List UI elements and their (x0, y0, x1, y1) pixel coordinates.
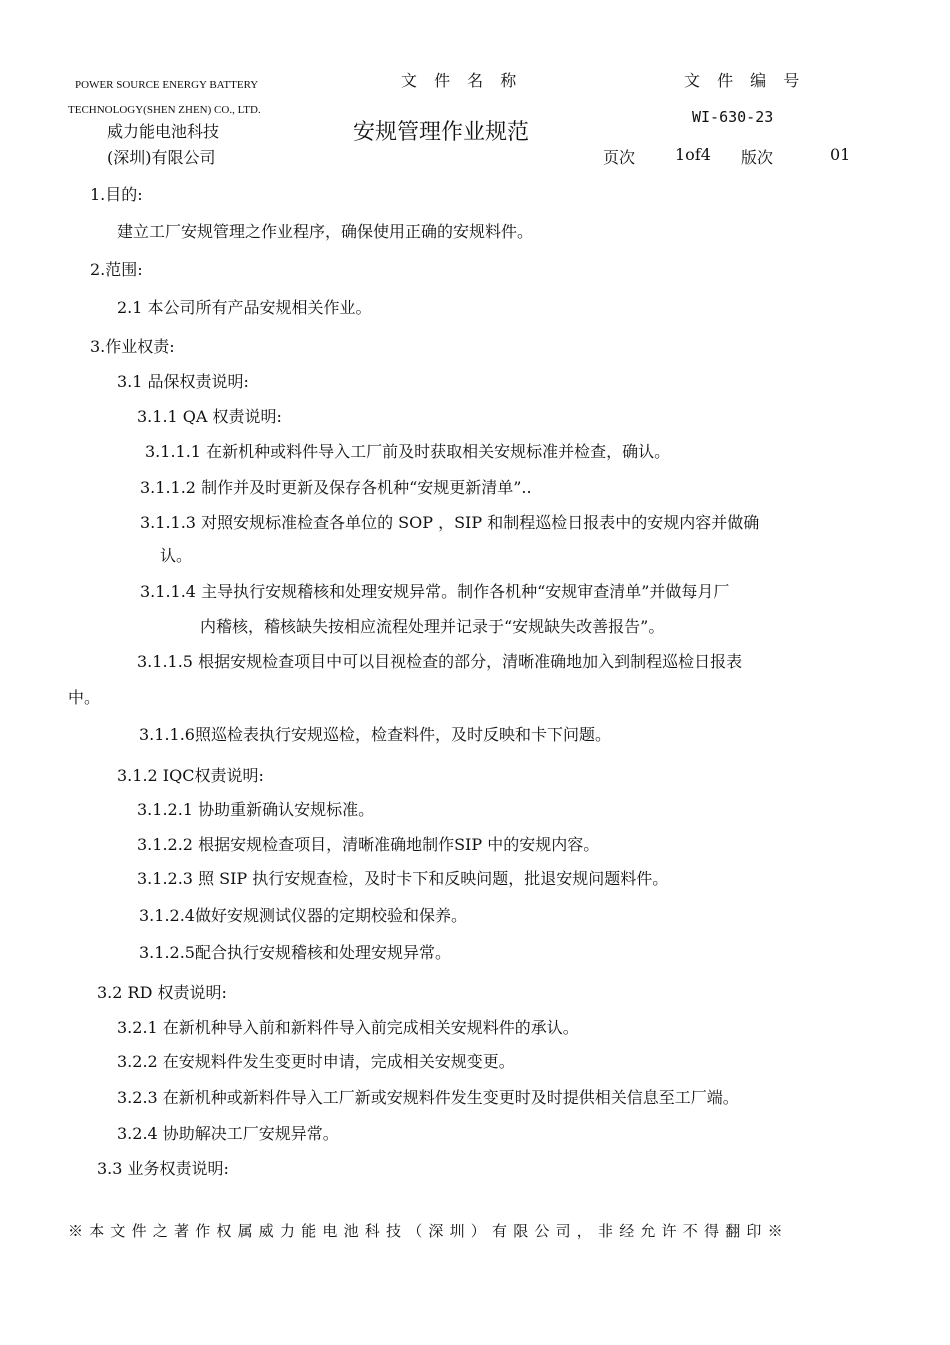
section-1-text: 建立工厂安规管理之作业程序，确保使用正确的安规料件。 (117, 222, 534, 241)
page-label: 页次 (603, 148, 636, 167)
section-3-1-1-4: 3.1.1.4 主导执行安规稽核和处理安规异常。制作各机种“安规审查清单”并做每月厂 (140, 582, 730, 601)
section-1-heading: 1.目的: (90, 185, 143, 204)
section-3-1-2-1: 3.1.2.1 协助重新确认安规标准。 (137, 800, 375, 819)
company-name-en-line2: TECHNOLOGY(SHEN ZHEN) CO., LTD. (68, 104, 261, 116)
section-3-1-2-4: 3.1.2.4做好安规测试仪器的定期校验和保养。 (139, 906, 467, 925)
section-3-3: 3.3 业务权责说明: (97, 1159, 229, 1178)
section-3-1-2-3: 3.1.2.3 照 SIP 执行安规查检，及时卡下和反映问题，批退安规问题料件。 (137, 869, 669, 888)
version-label: 版次 (741, 148, 774, 167)
section-3-2-2: 3.2.2 在安规料件发生变更时申请，完成相关安规变更。 (117, 1052, 515, 1071)
section-3-1-1-5: 3.1.1.5 根据安规检查项目中可以目视检查的部分，清晰准确地加入到制程巡检日报表 (137, 652, 743, 671)
page-value: 1of4 (675, 145, 711, 164)
section-3-2-4: 3.2.4 协助解决工厂安规异常。 (117, 1124, 339, 1143)
section-3-1: 3.1 品保权责说明: (117, 372, 249, 391)
section-3-1-2: 3.1.2 IQC权责说明: (117, 766, 264, 785)
section-2-heading: 2.范围: (90, 260, 143, 279)
copyright-footer: ※本文件之著作权属威力能电池科技（深圳）有限公司，非经允许不得翻印※ (68, 1222, 789, 1240)
company-name-cn-line2: (深圳)有限公司 (107, 148, 216, 167)
section-3-1-1-5-cont: 中。 (68, 688, 101, 707)
section-3-1-2-5: 3.1.2.5配合执行安规稽核和处理安规异常。 (139, 943, 451, 962)
section-3-2: 3.2 RD 权责说明: (97, 983, 227, 1002)
section-3-1-1-6: 3.1.1.6照巡检表执行安规巡检，检查料件，及时反映和卡下问题。 (139, 725, 611, 744)
doc-number: WI-630-23 (692, 108, 774, 126)
company-name-cn-line1: 威力能电池科技 (107, 122, 220, 141)
section-3-1-1: 3.1.1 QA 权责说明: (137, 407, 282, 426)
section-3-1-1-4-cont: 内稽核，稽核缺失按相应流程处理并记录于“安规缺失改善报告”。 (200, 617, 665, 636)
doc-title: 安规管理作业规范 (353, 120, 530, 145)
section-3-1-1-3-cont: 认。 (160, 546, 193, 565)
section-3-heading: 3.作业权责: (90, 337, 175, 356)
section-3-1-2-2: 3.1.2.2 根据安规检查项目，清晰准确地制作SIP 中的安规内容。 (137, 835, 600, 854)
section-3-1-1-3: 3.1.1.3 对照安规标准检查各单位的 SOP ，SIP 和制程巡检日报表中的安规内容并做确 (140, 513, 760, 532)
section-3-2-1: 3.2.1 在新机种导入前和新料件导入前完成相关安规料件的承认。 (117, 1018, 579, 1037)
section-3-2-3: 3.2.3 在新机种或新料件导入工厂新或安规料件发生变更时及时提供相关信息至工厂端。 (117, 1088, 739, 1107)
section-3-1-1-1: 3.1.1.1 在新机种或料件导入工厂前及时获取相关安规标准并检查，确认。 (145, 442, 671, 461)
section-2-1: 2.1 本公司所有产品安规相关作业。 (117, 298, 372, 317)
doc-name-label: 文 件 名 称 (401, 71, 523, 90)
version-value: 01 (830, 145, 851, 164)
section-3-1-1-2: 3.1.1.2 制作并及时更新及保存各机种“安规更新清单”.. (140, 478, 532, 497)
company-name-en-line1: POWER SOURCE ENERGY BATTERY (75, 79, 259, 91)
doc-number-label: 文 件 编 号 (684, 71, 806, 90)
